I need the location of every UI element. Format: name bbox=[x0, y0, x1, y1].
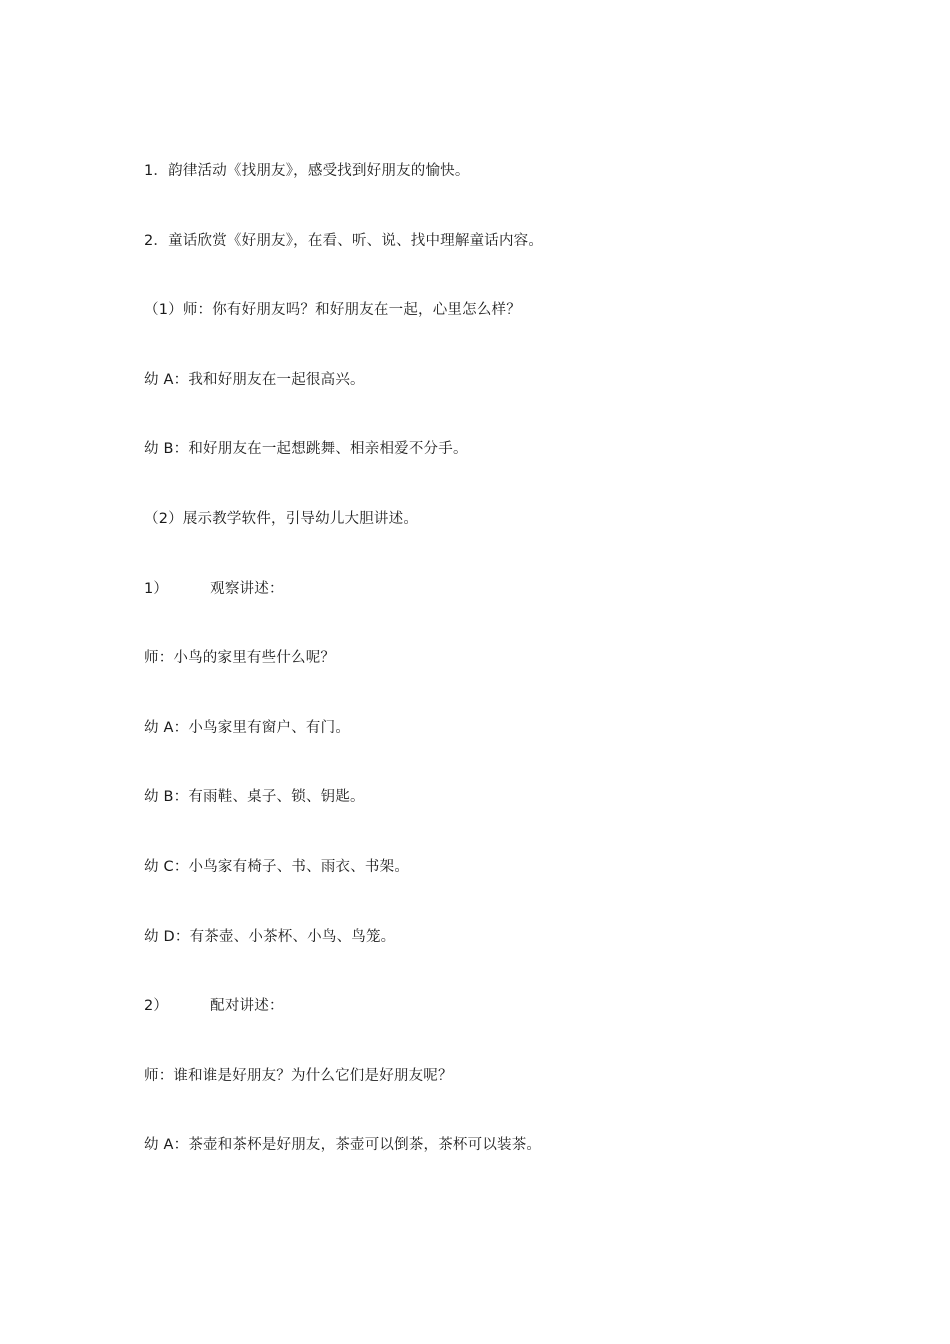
paragraph-3: （1）师：你有好朋友吗？和好朋友在一起，心里怎么样？ bbox=[144, 302, 521, 319]
paragraph-2: 2．童话欣赏《好朋友》，在看、听、说、找中理解童话内容。 bbox=[144, 232, 544, 249]
paragraph-10: 幼 B：有雨鞋、桌子、锁、钥匙。 bbox=[144, 789, 365, 806]
paragraph-7 bbox=[144, 577, 844, 647]
paragraph-13 bbox=[144, 994, 844, 1064]
paragraph-9: 幼 A：小鸟家里有窗户、有门。 bbox=[144, 719, 351, 736]
paragraph-14: 师：谁和谁是好朋友？为什么它们是好朋友呢？ bbox=[144, 1067, 453, 1084]
list-number: 2） bbox=[144, 998, 169, 1015]
paragraph-6: （2）展示教学软件，引导幼儿大胆讲述。 bbox=[144, 510, 419, 527]
paragraph-8: 师：小鸟的家里有些什么呢？ bbox=[144, 650, 336, 667]
paragraph-11: 幼 C：小鸟家有椅子、书、雨衣、书架。 bbox=[144, 858, 410, 875]
paragraph-1: 1．韵律活动《找朋友》，感受找到好朋友的愉快。 bbox=[144, 163, 470, 179]
paragraph-15: 幼 A：茶壶和茶杯是好朋友，茶壶可以倒茶，茶杯可以装茶。 bbox=[144, 1137, 542, 1154]
list-text: 观察讲述： bbox=[210, 580, 284, 597]
paragraph-5: 幼 B：和好朋友在一起想跳舞、相亲相爱不分手。 bbox=[144, 441, 468, 458]
paragraph-12: 幼 D：有茶壶、小茶杯、小鸟、鸟笼。 bbox=[144, 928, 396, 945]
paragraph-4: 幼 A：我和好朋友在一起很高兴。 bbox=[144, 371, 365, 388]
list-number: 1） bbox=[144, 580, 169, 597]
list-text: 配对讲述： bbox=[210, 998, 284, 1015]
document-body bbox=[144, 159, 844, 1203]
